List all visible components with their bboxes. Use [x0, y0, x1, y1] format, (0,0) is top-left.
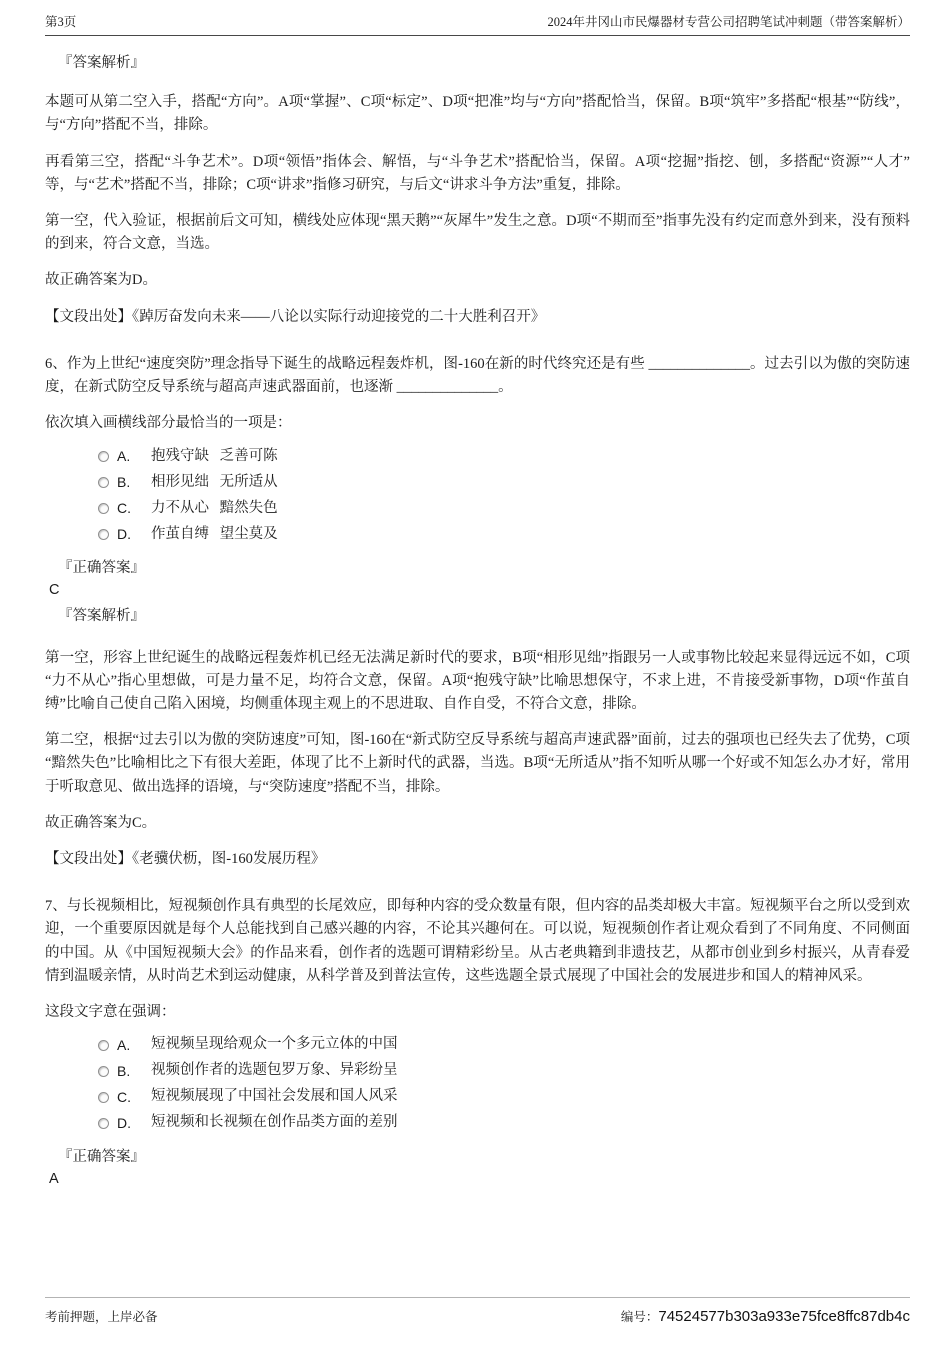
option-text: 短视频和长视频在创作品类方面的差别 [151, 1114, 398, 1131]
radio-button[interactable] [98, 503, 109, 514]
question-6-options [98, 443, 910, 547]
option-letter: C. [117, 1088, 131, 1105]
option-row [98, 495, 910, 521]
analysis-paragraph: 第一空，形容上世纪诞生的战略远程轰炸机已经无法满足新时代的要求，B项“相形见绌”指跟另一人或事物比较起来显得远远不如，C项“力不从心”指心里想做，可是力量不足，均符合文意，保留。A项“抱残守缺”比喻思想保守，不求上进，不肯接受新事物，D项“作茧自缚”比喻自己使自己陷入困境，均侧重体现主观上的不思进取、自作自受，不符合文意，排除。 [45, 649, 910, 713]
option-row [98, 1032, 910, 1058]
option-text: 短视频呈现给观众一个多元立体的中国 [151, 1036, 398, 1053]
radio-button[interactable] [98, 1092, 109, 1103]
page-number: 第3页 [45, 15, 77, 29]
footer-code-value: 74524577b303a933e75fce8ffc87db4c [658, 1308, 910, 1325]
option-row [98, 469, 910, 495]
analysis-paragraph: 再看第三空，搭配“斗争艺术”。D项“领悟”指体会、解悟，与“斗争艺术”搭配恰当，保留。A项“挖掘”指挖、刨，多搭配“资源”“人才”等，与“艺术”搭配不当，排除；C项“讲求”指修习研究，与后文“讲求斗争方法”重复，排除。 [45, 153, 910, 193]
option-row [98, 443, 910, 469]
option-letter: A. [117, 448, 131, 465]
option-text: 力不从心 黯然失色 [151, 499, 278, 516]
footer-code [621, 1305, 910, 1329]
page-header [45, 12, 910, 36]
option-letter: A. [117, 1036, 131, 1053]
radio-button[interactable] [98, 451, 109, 462]
question-7-stem: 7、与长视频相比，短视频创作具有典型的长尾效应，即每种内容的受众数量有限，但内容的品类却极大丰富。短视频平台之所以受到欢迎，一个重要原因就是每个人总能找到自己感兴趣的内容，不论其兴趣何在。可以说，短视频创作者让观众看到了不同角度、不同侧面的中国。从《中国短视频大会》的作品来看，创作者的选题可谓精彩纷呈。从古老典籍到非遗技艺，从都市创业到乡村振兴，从青春爱情到温暖亲情，从时尚艺术到运动健康，从科学普及到普法宣传，这些选题全景式展现了中国社会的发展进步和国人的精神风采。 [45, 898, 910, 984]
option-row [98, 521, 910, 547]
correct-answer-value: C [49, 582, 60, 599]
conclusion-text: 故正确答案为C。 [45, 814, 157, 831]
option-text: 短视频展现了中国社会发展和国人风采 [151, 1088, 398, 1105]
option-row [98, 1058, 910, 1084]
question-6-stem: 6、作为上世纪“速度突防”理念指导下诞生的战略远程轰炸机，图-160在新的时代终究还是有些 ______________。过去引以为傲的突防速度，在新式防空反导系统与超高声速武器面前，也逐渐 ______________。 [45, 355, 910, 395]
option-letter: C. [117, 500, 131, 517]
footer-slogan: 考前押题，上岸必备 [45, 1310, 158, 1324]
radio-button[interactable] [98, 1118, 109, 1129]
source-text: 【文段出处】《踔厉奋发向未来——八论以实际行动迎接党的二十大胜利召开》 [45, 308, 546, 325]
option-letter: B. [117, 474, 131, 491]
document-body [45, 36, 910, 1297]
option-letter: B. [117, 1062, 131, 1079]
correct-answer-label: 『正确答案』 [58, 560, 145, 577]
option-text: 视频创作者的选题包罗万象、异彩纷呈 [151, 1062, 398, 1079]
footer-code-label: 编号： [620, 1310, 659, 1324]
conclusion-text: 故正确答案为D。 [45, 272, 157, 289]
question-6-instruction: 依次填入画横线部分最恰当的一项是： [45, 415, 292, 432]
page-footer [45, 1297, 910, 1345]
option-letter: D. [117, 526, 131, 543]
option-text: 抱残守缺 乏善可陈 [151, 447, 278, 464]
analysis-paragraph: 第二空，根据“过去引以为傲的突防速度”可知，图-160在“新式防空反导系统与超高声速武器”面前，过去的强项也已经失去了优势，C项“黯然失色”比喻相比之下有很大差距，体现了比不上新时代的武器，当选。B项“无所适从”指不知听从哪一个好或不知怎么办才好，常用于听取意见、做出选择的语境，与“突防速度”搭配不当，排除。 [45, 732, 910, 795]
analysis-paragraph: 第一空，代入验证，根据前后文可知，横线处应体现“黑天鹅”“灰犀牛”发生之意。D项“不期而至”指事先没有约定而意外到来，没有预料的到来，符合文意，当选。 [45, 212, 910, 253]
analysis-paragraph: 本题可从第二空入手，搭配“方向”。A项“掌握”、C项“标定”、D项“把准”均与“方向”搭配恰当，保留。B项“筑牢”多搭配“根基”“防线”，与“方向”搭配不当，排除。 [45, 94, 910, 134]
option-letter: D. [117, 1114, 131, 1131]
option-row [98, 1110, 910, 1136]
option-text: 作茧自缚 望尘莫及 [151, 525, 278, 542]
option-text: 相形见绌 无所适从 [151, 473, 278, 490]
analysis-label: 『答案解析』 [58, 608, 145, 625]
question-7-options [98, 1032, 910, 1136]
question-7-instruction: 这段文字意在强调： [45, 1003, 176, 1020]
radio-button[interactable] [98, 1066, 109, 1077]
radio-button[interactable] [98, 529, 109, 540]
analysis-label: 『答案解析』 [58, 55, 145, 71]
radio-button[interactable] [98, 477, 109, 488]
radio-button[interactable] [98, 1040, 109, 1051]
option-row [98, 1084, 910, 1110]
correct-answer-value: A [49, 1171, 59, 1188]
correct-answer-label: 『正确答案』 [58, 1149, 145, 1166]
source-text: 【文段出处】《老骥伏枥，图-160发展历程》 [45, 850, 326, 867]
document-title: 2024年井冈山市民爆器材专营公司招聘笔试冲刺题（带答案解析） [547, 15, 910, 29]
